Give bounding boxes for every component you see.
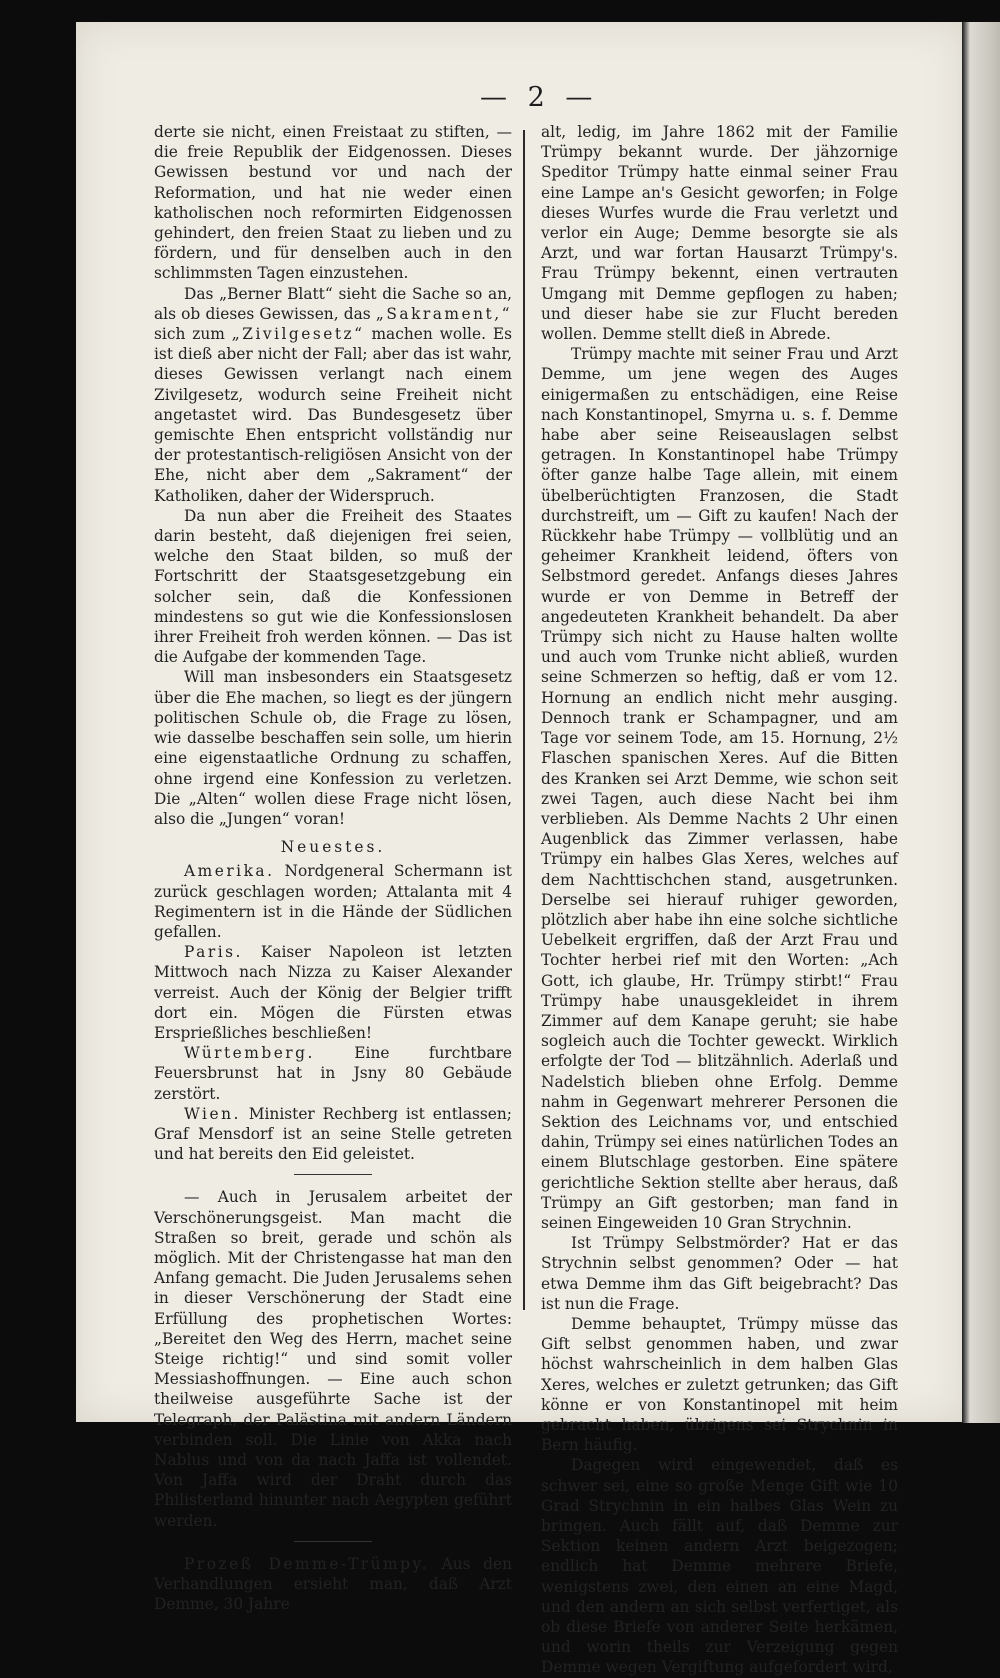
paragraph-berner-blatt (154, 284, 512, 506)
paragraph: Ist Trümpy Selbstmörder? Hat er das Strychnin selbst genommen? Oder — hat etwa Demme ihm das Gift beigebracht? Das ist nun die Frage. (541, 1234, 898, 1313)
paragraph: derte sie nicht, einen Freistaat zu stiften, — die freie Republik der Eidgenossen. Dieses Gewissen bestund vor und nach der Reformation, und hat nie weder einen katholischen noch reformirten Eidgenossen gehindert, den freien Staat zu lieben und zu fördern, und für denselben auch in den schlimmsten Tagen einzustehen. (154, 123, 512, 283)
article-text: Aus den Verhandlungen ersieht man, daß Arzt Demme, 30 Jahre (154, 1554, 512, 1614)
news-label: Paris. (184, 943, 243, 962)
news-item-paris (154, 942, 512, 1043)
news-item-wien (154, 1104, 512, 1165)
adjacent-page-edge (962, 22, 1000, 1423)
paragraph: Da nun aber die Freiheit des Staates darin besteht, daß diejenigen frei seien, welche den Staat bilden, so muß der Fortschritt der Staatsgesetzgebung ein solcher sein, daß die Konfessionen mindestens so gut wie die Konfessionslosen ihrer Freiheit froh werden können. — Das ist die Aufgabe der kommenden Tage. (154, 506, 512, 667)
news-label: Amerika. (184, 862, 275, 881)
news-text: Eine furchtbare Feuersbrunst hat in Jsny 80 Gebäude zerstört. (154, 1044, 512, 1103)
paragraph-prozess (154, 1554, 512, 1615)
section-divider (294, 1541, 372, 1542)
news-item-wuertemberg (154, 1043, 512, 1104)
news-label: Würtemberg. (184, 1044, 315, 1063)
column-divider (523, 130, 525, 1310)
paragraph: Trümpy machte mit seiner Frau und Arzt Demme, um jene wegen des Auges einigermaßen zu entschädigen, eine Reise nach Konstantinopel, Smyrna u. s. f. Demme habe aber seine Reiseauslagen selbst getragen. In Konstantinopel habe Trümpy öfter ganze halbe Tage allein, mit einem übelberüchtigten Franzosen, die Stadt durchstreift, um — Gift zu kaufen! Nach der Rückkehr habe Trümpy — vollblütig und an geheimer Krankheit leidend, öfters von Selbstmord geredet. Anfangs dieses Jahres wurde er von Demme in Betreff der angedeuteten Krankheit behandelt. Da aber Trümpy sich nicht zu Hause halten wollte und auch vom Trunke nicht abließ, wurden seine Schmerzen so heftig, daß er vom 12. Hornung an endlich nicht mehr ausging. Dennoch trank er Schampagner, und am Tage vor seinem Tode, am 15. Hornung, 2½ Flaschen spanischen Xeres. Auf die Bitten des Kranken sei Arzt Demme, wie schon seit zwei Tagen, auch diese Nacht bei ihm verblieben. Als Demme Nachts 2 Uhr einen Augenblick das Zimmer verlassen, habe Trümpy ein halbes Glas Xeres, welches auf dem Nachttischchen stand, ausgetrunken. Derselbe sei hierauf ruhiger geworden, plötzlich aber habe ihn eine solche sichtliche Uebelkeit ergriffen, daß der Arzt Frau und Tochter herbei rief mit den Worten: „Ach Gott, ich glaube, Hr. Trümpy stirbt!“ Frau Trümpy habe unausgekleidet in ihrem Zimmer auf dem Kanape geruht; sie habe sogleich auch die Tochter geweckt. Wirklich erfolgte der Tod — blitzähnlich. Aderlaß und Nadelstich blieben ohne Erfolg. Demme nahm in Gegenwart mehrerer Personen die Sektion des Leichnams vor, und entschied dahin, Trümpy sei eines natürlichen Todes an einem Blutschlage gestorben. Eine spätere gerichtliche Sektion stellte aber heraus, daß Trümpy an Gift gestorben; man fand in seinen Eingeweiden 10 Gran Strychnin. (541, 345, 898, 1232)
paragraph-jerusalem: — Auch in Jerusalem arbeitet der Verschönerungsgeist. Man macht die Straßen so breit, gerade und schön als möglich. Mit der Christengasse hat man den Anfang gemacht. Die Juden Jerusalems sehen in dieser Verschönerung der Stadt eine Erfüllung des prophetischen Wortes: „Bereitet den Weg des Herrn, machet seine Steige richtig!“ und sind somit voller Messiashoffnungen. — Eine auch schon theilweise ausgeführte Sache ist der Telegraph, der Palästina mit andern Ländern verbinden soll. Die Linie von Akka nach Nablus und von da nach Jaffa ist vollendet. Von Jaffa wird der Draht durch das Philisterland hinunter nach Aegypten geführt werden. (154, 1188, 512, 1530)
emphasis-zivilgesetz: „Zivilgesetz“ (231, 325, 365, 344)
paragraph: Will man insbesonders ein Staatsgesetz über die Ehe machen, so liegt es der jüngern politischen Schule ob, die Frage zu lösen, wie dasselbe beschaffen sein solle, um hierin eine eigenstaatliche Ordnung zu schaffen, ohne irgend eine Konfession zu verletzen. Die „Alten“ wollen diese Frage nicht lösen, also die „Jungen“ voran! (154, 668, 512, 828)
section-divider (294, 1174, 372, 1175)
news-label: Wien. (184, 1104, 241, 1123)
news-text: Nordgeneral Schermann ist zurück geschlagen worden; Attalanta mit 4 Regimentern ist in die Hände der Südlichen gefallen. (154, 862, 512, 941)
text: sich zum (154, 325, 232, 344)
page-number: — 2 — (480, 82, 599, 113)
paragraph: Demme behauptet, Trümpy müsse das Gift selbst genommen haben, und zwar höchst wahrscheinlich in dem halben Glas Xeres, welches er zuletzt getrunken; das Gift könne er von Konstantinopel mit heim gebracht haben, übrigens sei Strychnin in Bern häufig. (541, 1314, 898, 1455)
right-column (541, 122, 898, 1678)
text: machen wolle. Es ist dieß aber nicht der Fall; aber das ist wahr, dieses Gewissen verlangt nach einem Zivilgesetz, wodurch seine Freiheit nicht angetastet wird. Das Bundesgesetz über gemischte Ehen entspricht vollständig nur der protestantisch-religiösen Ansicht von der Ehe, nicht aber dem „Sakrament“ der Katholiken, daher der Widerspruch. (154, 325, 512, 505)
emphasis-sakrament: „Sakrament,“ (375, 304, 512, 323)
article-label: Prozeß Demme-Trümpy. (184, 1554, 429, 1573)
paragraph: Dagegen wird eingewendet, daß es schwer sei, eine so große Menge Gift wie 10 Grad Strychnin in ein halbes Glas Wein zu bringen. Auch fällt auf, daß Demme zur Sektion keinen andern Arzt beigezogen; endlich hat Demme mehrere Briefe, wenigstens zwei, den einen an eine Magd, und den andern an sich selbst verfertiget, als ob diese Briefe von anderer Seite herkämen, und worin theils zur Verzeigung gegen Demme wegen Vergiftung aufgefordert wird, (541, 1456, 898, 1677)
paragraph: alt, ledig, im Jahre 1862 mit der Familie Trümpy bekannt wurde. Der jähzornige Speditor Trümpy hatte einmal seiner Frau eine Lampe an's Gesicht geworfen; in Folge dieses Wurfes wurde die Frau verletzt und verlor ein Auge; Demme besorgte sie als Arzt, und war fortan Hausarzt Trümpy's. Frau Trümpy bekennt, einen vertrauten Umgang mit Demme gepflogen zu haben; und dieser habe sie zur Flucht bereden wollen. Demme stellt dieß in Abrede. (541, 123, 898, 344)
news-text: Kaiser Napoleon ist letzten Mittwoch nach Nizza zu Kaiser Alexander verreist. Auch der König der Belgier trifft dort ein. Mögen die Fürsten etwas Ersprießliches beschließen! (154, 943, 512, 1042)
news-heading: Neuestes. (280, 838, 386, 857)
left-column (154, 122, 512, 1614)
news-item-amerika (154, 861, 512, 942)
text: Das „Berner Blatt“ sieht die Sache so an, als ob dieses Gewissen, das (154, 284, 512, 323)
news-text: Minister Rechberg ist entlassen; Graf Mensdorf ist an seine Stelle getreten und hat bereits den Eid geleistet. (154, 1104, 512, 1164)
